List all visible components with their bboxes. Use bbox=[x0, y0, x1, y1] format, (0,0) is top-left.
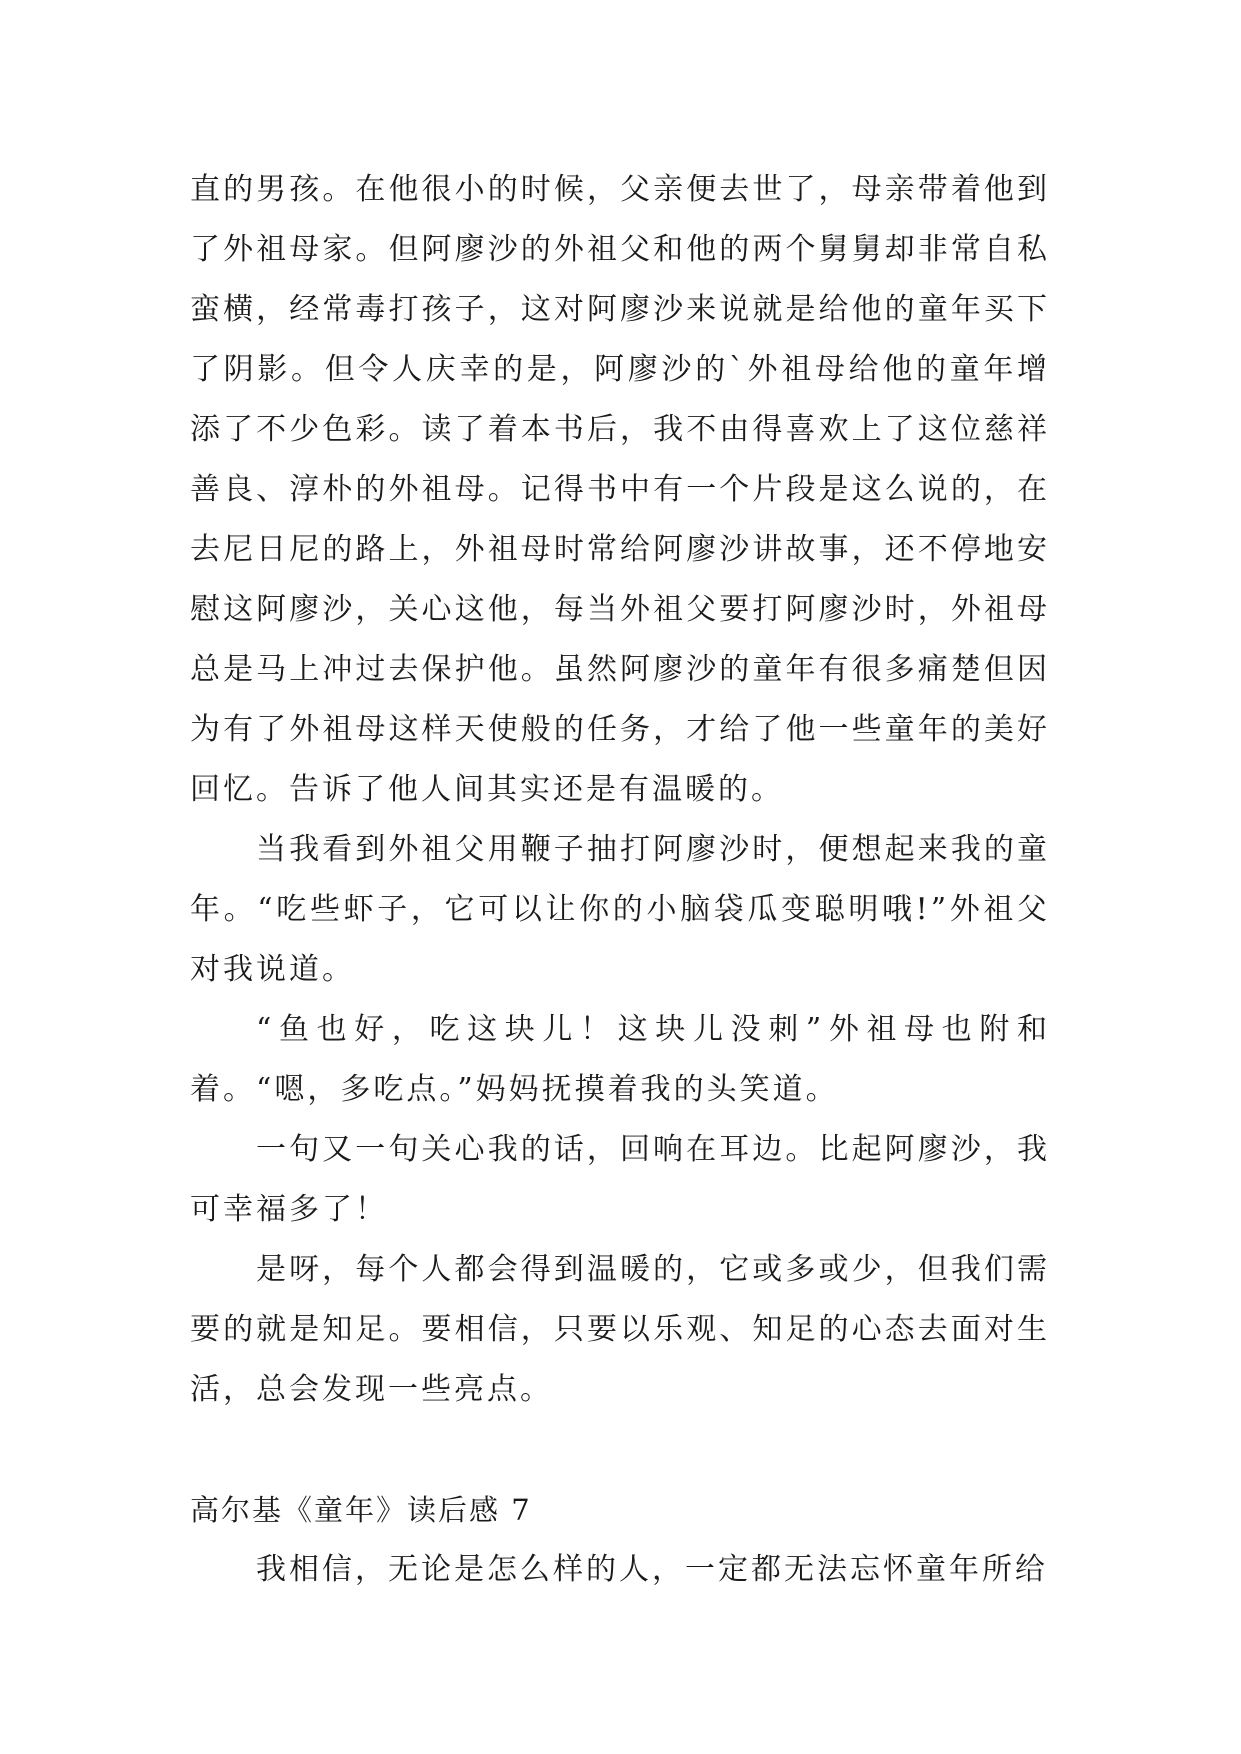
section-spacer bbox=[190, 1420, 1050, 1480]
body-paragraph-6: 我相信，无论是怎么样的人，一定都无法忘怀童年所给 bbox=[256, 1552, 1048, 1587]
document-page bbox=[190, 160, 1050, 1600]
body-paragraph-2: 当我看到外祖父用鞭子抽打阿廖沙时，便想起来我的童年。“吃些虾子，它可以让你的小脑袋瓜变聪明哦!”外祖父对我说道。 bbox=[190, 832, 1050, 987]
section-heading: 高尔基《童年》读后感 7 bbox=[190, 1493, 532, 1527]
body-paragraph-3: “鱼也好，吃这块儿！这块儿没刺”外祖母也附和着。“嗯，多吃点。”妈妈抚摸着我的头笑道。 bbox=[190, 1012, 1050, 1107]
body-paragraph-5: 是呀，每个人都会得到温暖的，它或多或少，但我们需要的就是知足。要相信，只要以乐观、知足的心态去面对生活，总会发现一些亮点。 bbox=[190, 1252, 1050, 1407]
body-paragraph-1: 直的男孩。在他很小的时候，父亲便去世了，母亲带着他到了外祖母家。但阿廖沙的外祖父和他的两个舅舅却非常自私蛮横，经常毒打孩子，这对阿廖沙来说就是给他的童年买下了阴影。但令人庆幸的是，阿廖沙的`外祖母给他的童年增添了不少色彩。读了着本书后，我不由得喜欢上了这位慈祥善良、淳朴的外祖母。记得书中有一个片段是这么说的，在去尼日尼的路上，外祖母时常给阿廖沙讲故事，还不停地安慰这阿廖沙，关心这他，每当外祖父要打阿廖沙时，外祖母总是马上冲过去保护他。虽然阿廖沙的童年有很多痛楚但因为有了外祖母这样天使般的任务，才给了他一些童年的美好回忆。告诉了他人间其实还是有温暖的。 bbox=[190, 172, 1050, 807]
body-paragraph-4: 一句又一句关心我的话，回响在耳边。比起阿廖沙，我可幸福多了！ bbox=[190, 1132, 1050, 1227]
